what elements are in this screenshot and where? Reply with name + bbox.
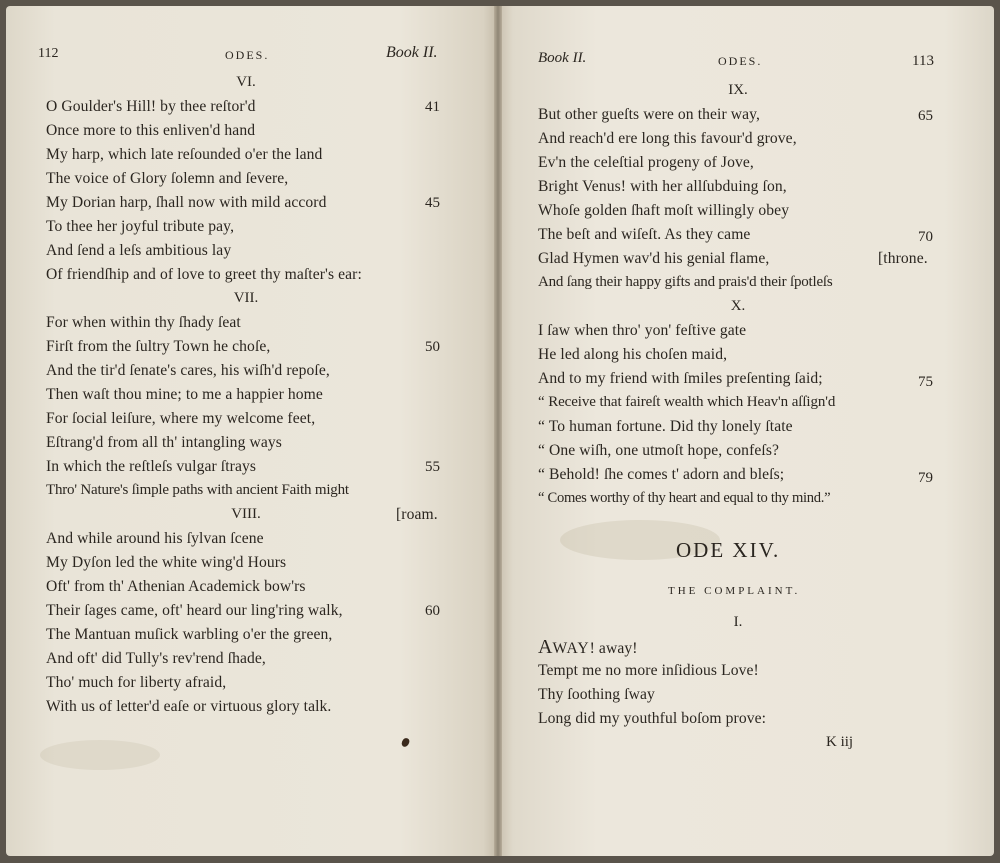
verse-line: He led along his choſen maid, bbox=[538, 346, 728, 363]
line-number: 79 bbox=[918, 470, 933, 486]
verse-line: “ Receive that faireſt wealth which Heav'n aſſign'd bbox=[538, 394, 836, 410]
first-word-rest: WAY bbox=[552, 640, 590, 657]
line-number: 45 bbox=[425, 195, 440, 211]
verse-line: Ev'n the celeſtial progeny of Jove, bbox=[538, 154, 754, 171]
verse-line: Bright Venus! with her allſubduing ſon, bbox=[538, 178, 787, 195]
verse-line: But other gueſts were on their way, bbox=[538, 106, 761, 123]
verse-line: Firſt from the ſultry Town he choſe, bbox=[46, 338, 271, 355]
verse-line: Tempt me no more inſidious Love! bbox=[538, 662, 759, 679]
verse-line: For ſocial leiſure, where my welcome feet, bbox=[46, 410, 316, 427]
signature-mark: K iij bbox=[826, 734, 854, 750]
verse-line: My harp, which late reſounded o'er the land bbox=[46, 146, 323, 163]
stanza-numeral: VII. bbox=[233, 290, 259, 306]
right-book-label: Book II. bbox=[538, 50, 587, 66]
verse-line: O Goulder's Hill! by thee reſtor'd bbox=[46, 98, 256, 115]
verse-line: Their ſages came, oft' heard our ling'ring walk, bbox=[46, 602, 343, 619]
verse-line: And reach'd ere long this favour'd grove, bbox=[538, 130, 797, 147]
first-line-rest: ! away! bbox=[589, 640, 638, 657]
stanza-numeral: X. bbox=[730, 298, 746, 314]
verse-line: Tho' much for liberty afraid, bbox=[46, 674, 227, 691]
right-page-number: 113 bbox=[912, 53, 934, 69]
verse-line: In which the reſtleſs vulgar ſtrays bbox=[46, 458, 257, 475]
line-number: 50 bbox=[425, 339, 440, 355]
verse-line: And to my friend with ſmiles preſenting ſaid; bbox=[538, 370, 823, 387]
verse-line: Glad Hymen wav'd his genial flame, bbox=[538, 250, 770, 267]
verse-line: Long did my youthful boſom prove: bbox=[538, 710, 767, 727]
verse-line: And while around his ſylvan ſcene bbox=[46, 530, 264, 547]
left-page-number: 112 bbox=[38, 46, 59, 61]
verse-line: The beſt and wiſeſt. As they came bbox=[538, 226, 751, 243]
ode-first-line bbox=[538, 636, 638, 659]
verse-line: “ To human fortune. Did thy lonely ſtate bbox=[538, 418, 793, 435]
verse-line: Oft' from th' Athenian Academick bow'rs bbox=[46, 578, 306, 595]
verse-line: With us of letter'd eaſe or virtuous glory talk. bbox=[46, 698, 332, 715]
verse-line: Then waſt thou mine; to me a happier home bbox=[46, 386, 323, 403]
line-number: 70 bbox=[918, 229, 933, 245]
line-number: 65 bbox=[918, 108, 933, 124]
stanza-numeral: IX. bbox=[728, 82, 748, 98]
verse-line: The Mantuan muſick warbling o'er the green, bbox=[46, 626, 333, 643]
verse-line: The voice of Glory ſolemn and ſevere, bbox=[46, 170, 289, 187]
initial-letter: A bbox=[538, 636, 553, 658]
verse-line: I ſaw when thro' yon' feſtive gate bbox=[538, 322, 747, 339]
line-number: 75 bbox=[918, 374, 933, 390]
verse-line: Thro' Nature's ſimple paths with ancient Faith might bbox=[46, 482, 349, 498]
left-book-label: Book II. bbox=[386, 44, 438, 61]
ode-title: ODE XIV. bbox=[676, 538, 781, 562]
verse-line: “ Comes worthy of thy heart and equal to thy mind.” bbox=[538, 490, 831, 506]
verse-line: Once more to this enliven'd hand bbox=[46, 122, 256, 139]
verse-line: Eſtrang'd from all th' intangling ways bbox=[46, 434, 282, 451]
verse-line: And ſend a leſs ambitious lay bbox=[46, 242, 232, 259]
verse-line: My Dyſon led the white wing'd Hours bbox=[46, 554, 287, 571]
verse-line: Thy ſoothing ſway bbox=[538, 686, 655, 703]
verse-line: “ Behold! ſhe comes t' adorn and bleſs; bbox=[538, 466, 785, 483]
page-stain bbox=[40, 740, 160, 770]
verse-line: My Dorian harp, ſhall now with mild accord bbox=[46, 194, 327, 211]
book-gutter bbox=[494, 6, 502, 856]
line-number: 41 bbox=[425, 99, 440, 115]
right-running-title: ODES. bbox=[718, 54, 763, 68]
stanza-numeral: I. bbox=[733, 614, 743, 630]
verse-line: Whoſe golden ſhaft moſt willingly obey bbox=[538, 202, 790, 219]
verse-line: For when within thy ſhady ſeat bbox=[46, 314, 241, 331]
stanza-numeral: VI. bbox=[236, 74, 256, 90]
line-number: 60 bbox=[425, 603, 440, 619]
verse-line: And the tir'd ſenate's cares, his wiſh'd repoſe, bbox=[46, 362, 330, 379]
verse-overflow: [throne. bbox=[878, 250, 928, 267]
stanza-numeral: VIII. bbox=[231, 506, 261, 522]
ode-subtitle: THE COMPLAINT. bbox=[668, 585, 801, 597]
verse-line: And oft' did Tully's rev'rend ſhade, bbox=[46, 650, 266, 667]
line-number: 55 bbox=[425, 459, 440, 475]
verse-line: And ſang their happy gifts and prais'd their ſpotleſs bbox=[538, 274, 833, 290]
left-running-title: ODES. bbox=[225, 48, 270, 62]
verse-overflow: [roam. bbox=[396, 506, 438, 523]
verse-line: “ One wiſh, one utmoſt hope, confeſs? bbox=[538, 442, 780, 459]
verse-line: To thee her joyful tribute pay, bbox=[46, 218, 235, 235]
verse-line: Of friendſhip and of love to greet thy maſter's ear: bbox=[46, 266, 362, 283]
